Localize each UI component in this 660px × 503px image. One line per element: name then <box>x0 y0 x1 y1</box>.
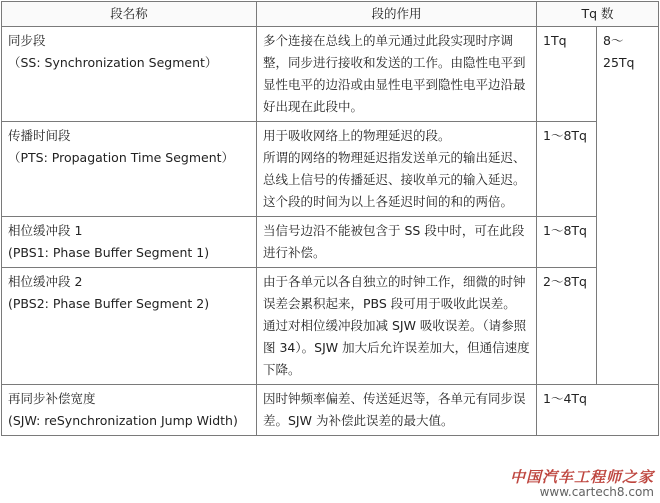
segment-name-cell <box>2 122 257 217</box>
segment-tq: 1～8Tq <box>537 217 597 268</box>
segment-abbr: (SJW: reSynchronization Jump Width) <box>8 413 238 428</box>
segment-name: 再同步补偿宽度 <box>8 391 96 406</box>
segment-desc-line: 用于吸收网络上的物理延迟的段。 <box>263 128 451 143</box>
segment-desc-cell <box>257 217 537 268</box>
segment-desc: 因时钟频率偏差、传送延迟等，各单元有同步误差。SJW 为补偿此误差的最大值。 <box>263 391 526 428</box>
segment-desc-line: 通过对相位缓冲段加减 SJW 吸收误差。（请参照图 34）。SJW 加大后允许误差加大，但通信速度下降。 <box>263 318 530 377</box>
table-row <box>2 268 659 385</box>
watermark-text: 中国汽车工程师之家 <box>509 468 654 486</box>
segment-name: 同步段 <box>8 33 46 48</box>
segment-name-cell <box>2 385 257 436</box>
segment-abbr: （SS: Synchronization Segment） <box>8 55 218 70</box>
segment-abbr: (PBS2: Phase Buffer Segment 2) <box>8 296 210 311</box>
header-segment-function: 段的作用 <box>257 2 537 27</box>
segment-tq: 1～8Tq <box>537 122 597 217</box>
watermark-url: www.cartech8.com <box>539 485 654 499</box>
header-segment-name: 段名称 <box>2 2 257 27</box>
segment-desc: 多个连接在总线上的单元通过此段实现时序调整，同步进行接收和发送的工作。由隐性电平到显性电平的边沿或由显性电平到隐性电平边沿最好出现在此段中。 <box>263 33 526 114</box>
table-row <box>2 27 659 122</box>
segment-desc-line: 所谓的网络的物理延迟指发送单元的输出延迟、总线上信号的传播延迟、接收单元的输入延迟。 <box>263 150 526 187</box>
segment-name: 传播时间段 <box>8 128 71 143</box>
segment-desc: 当信号边沿不能被包含于 SS 段中时，可在此段进行补偿。 <box>263 223 525 260</box>
segment-desc-cell <box>257 268 537 385</box>
segment-name-cell <box>2 268 257 385</box>
segment-name: 相位缓冲段 2 <box>8 274 83 289</box>
segment-table <box>1 1 659 436</box>
segment-desc-line: 这个段的时间为以上各延迟时间的和的两倍。 <box>263 194 514 209</box>
segment-tq: 1Tq <box>537 27 597 122</box>
table-header-row <box>2 2 659 27</box>
header-tq-count: Tq 数 <box>537 2 659 27</box>
segment-name-cell <box>2 27 257 122</box>
watermark <box>510 466 654 499</box>
segment-tq: 2～8Tq <box>537 268 597 385</box>
total-tq: 8～25Tq <box>597 27 659 385</box>
segment-tq: 1～4Tq <box>537 385 659 436</box>
segment-desc-cell <box>257 122 537 217</box>
segment-abbr: （PTS: Propagation Time Segment） <box>8 150 235 165</box>
table-row <box>2 217 659 268</box>
table-row <box>2 122 659 217</box>
segment-desc-cell <box>257 27 537 122</box>
segment-name-cell <box>2 217 257 268</box>
segment-abbr: (PBS1: Phase Buffer Segment 1) <box>8 245 210 260</box>
segment-desc-cell <box>257 385 537 436</box>
segment-desc-line: 由于各单元以各自独立的时钟工作，细微的时钟误差会累积起来，PBS 段可用于吸收此误差。 <box>263 274 526 311</box>
segment-name: 相位缓冲段 1 <box>8 223 83 238</box>
table-row <box>2 385 659 436</box>
